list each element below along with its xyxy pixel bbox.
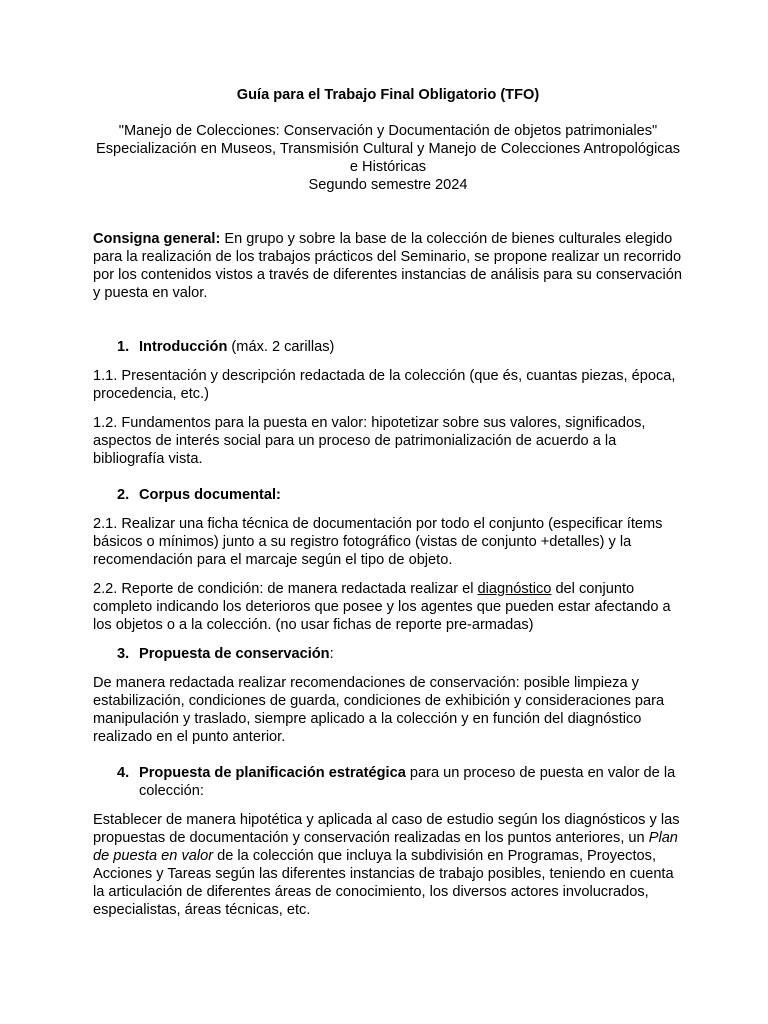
section-4-rest: para un proceso de puesta en valor de la colección: bbox=[139, 765, 676, 799]
diagnostico-link: diagnóstico bbox=[477, 581, 552, 597]
section-1-2-paragraph: 1.2. Fundamentos para la puesta en valor: hipotetizar sobre sus valores, significados, aspectos de interés social para un proceso de patrimonialización de acuerdo a la bibliografía vista. bbox=[93, 415, 646, 467]
section-1-heading bbox=[117, 338, 683, 356]
section-3-title: Propuesta de conservación bbox=[139, 646, 330, 662]
section-3-heading bbox=[117, 645, 683, 663]
section-1-1-paragraph: 1.1. Presentación y descripción redactada de la colección (que és, cuantas piezas, época, procedencia, etc.) bbox=[93, 368, 676, 402]
subtitle-block bbox=[93, 122, 683, 194]
section-2-heading bbox=[117, 486, 683, 504]
consigna-text: En grupo y sobre la base de la colección de bienes culturales elegido para la realización de los trabajos prácticos del Seminario, se propone realizar un recorrido por los contenidos vistos a través de diferentes instancias de análisis para su conservación y puesta en valor. bbox=[93, 231, 682, 301]
consigna-label: Consigna general: bbox=[93, 231, 221, 247]
course-name: "Manejo de Colecciones: Conservación y Documentación de objetos patrimoniales" bbox=[118, 123, 658, 139]
section-2-2-text-a: 2.2. Reporte de condición: de manera redactada realizar el bbox=[93, 581, 478, 597]
semester: Segundo semestre 2024 bbox=[308, 177, 468, 193]
section-4-text-a: Establecer de manera hipotética y aplicada al caso de estudio según los diagnósticos y las propuestas de documentación y conservación realizadas en los puntos anteriores, un bbox=[93, 812, 680, 846]
section-3-number: 3. bbox=[117, 646, 130, 662]
document-title: Guía para el Trabajo Final Obligatorio (TFO) bbox=[236, 87, 540, 103]
section-2-2-paragraph bbox=[93, 580, 683, 634]
section-2-title: Corpus documental: bbox=[139, 487, 281, 503]
section-2-number: 2. bbox=[117, 487, 130, 503]
section-4-title: Propuesta de planificación estratégica bbox=[139, 765, 406, 781]
section-1-title: Introducción bbox=[139, 339, 228, 355]
document-page bbox=[93, 86, 683, 919]
consigna-paragraph bbox=[93, 230, 683, 302]
section-1-number: 1. bbox=[117, 339, 130, 355]
section-1-note: (máx. 2 carillas) bbox=[227, 339, 335, 355]
program-name: Especialización en Museos, Transmisión Cultural y Manejo de Colecciones Antropológicas e Históricas bbox=[95, 141, 681, 175]
section-4-heading bbox=[117, 764, 683, 800]
section-3-paragraph: De manera redactada realizar recomendaciones de conservación: posible limpieza y estabilización, condiciones de guarda, condiciones de exhibición y consideraciones para manipulación y traslado, siempre aplicado a la colección y en función del diagnóstico realizado en el punto anterior. bbox=[93, 675, 665, 745]
section-4-number: 4. bbox=[117, 765, 130, 781]
section-3-colon: : bbox=[329, 646, 334, 662]
section-2-2-text-b: del conjunto completo indicando los deterioros que posee y los agentes que pueden estar afectando a los objetos o a la colección. (no usar fichas de reporte pre-armadas) bbox=[93, 581, 671, 633]
section-2-1-paragraph: 2.1. Realizar una ficha técnica de documentación por todo el conjunto (especificar ítems básicos o mínimos) junto a su registro fotográfico (vistas de conjunto +detalles) y la recomendación para el marcaje según el tipo de objeto. bbox=[93, 516, 663, 568]
plan-term: Plan de puesta en valor bbox=[93, 830, 678, 864]
section-4-paragraph bbox=[93, 811, 683, 919]
section-4-text-b: de la colección que incluya la subdivisión en Programas, Proyectos, Acciones y Tareas según las diferentes instancias de trabajo posibles, teniendo en cuenta la articulación de diferentes áreas de conocimiento, los diversos actores involucrados, especialistas, áreas técnicas, etc. bbox=[93, 848, 674, 918]
